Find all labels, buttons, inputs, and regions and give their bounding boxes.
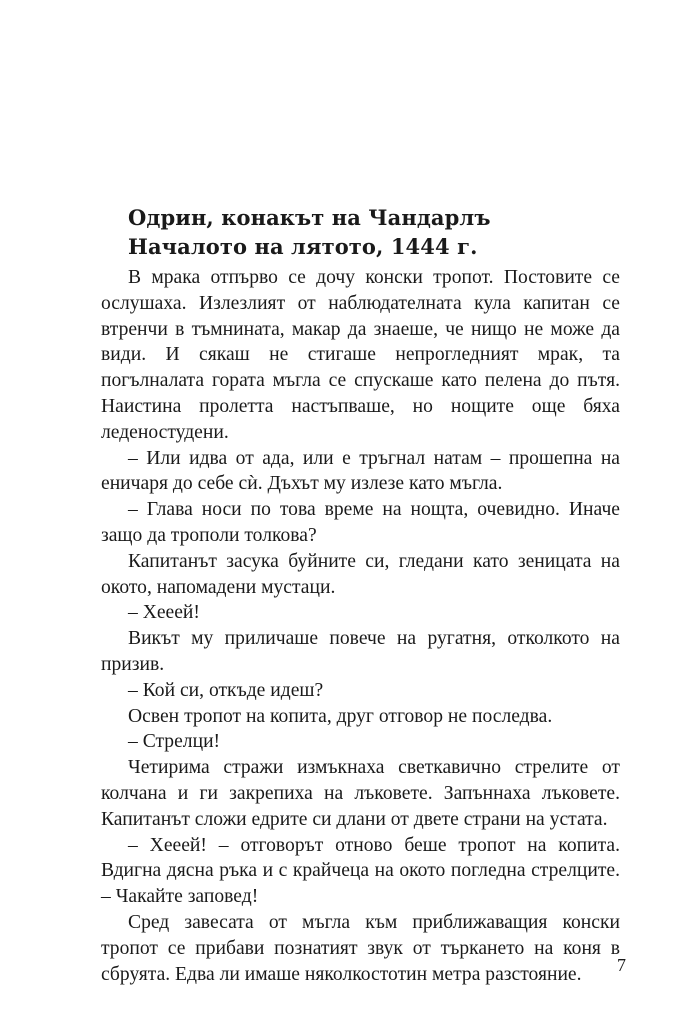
page-number: 7	[617, 955, 626, 975]
paragraph: – Хееей!	[128, 602, 200, 624]
heading-location: Одрин, конакът на Чандарлъ	[128, 205, 491, 230]
paragraph: Викът му приличаше повече на ругатня, отколкото на призив.	[101, 628, 620, 675]
paragraph: Сред завесата от мъгла към приближаващия конски тропот се прибави познатият звук от търкането на коня в сбруята. Едва ли имаше няколкостотин метра разстояние.	[101, 911, 620, 985]
paragraph: Освен тропот на копита, друг отговор не последва.	[128, 705, 553, 727]
paragraph: – Кой си, откъде идеш?	[128, 679, 324, 701]
heading-time: Началото на лятото, 1444 г.	[128, 234, 478, 259]
paragraph: – Глава носи по това време на нощта, очевидно. Иначе защо да трополи толкова?	[101, 499, 620, 546]
chapter-heading	[128, 203, 628, 261]
paragraph: Четирима стражи измъкнаха светкавично стрелите от колчана и ги закрепиха на лъковете. Запъннаха лъковете. Капитанът сложи едрите си длани от двете страни на устата.	[101, 757, 620, 830]
body-text	[101, 265, 620, 987]
paragraph: – Или идва от ада, или е тръгнал натам – прошепна на еничаря до себе сѝ. Дъхът му излезе като мъгла.	[101, 447, 620, 495]
paragraph: – Стрелци!	[128, 731, 221, 753]
paragraph: Капитанът засука буйните си, гледани като зеницата на окото, напомадени мустаци.	[101, 550, 620, 598]
paragraph: – Хееей! – отговорът отново беше тропот на копита. Вдигна дясна ръка и с крайчеца на окото погледна стрелците. – Чакайте заповед!	[101, 834, 620, 908]
paragraph: В мрака отпърво се дочу конски тропот. Постовите се ослушаха. Излезлият от наблюдателната кула капитан се втренчи в тъмнината, макар да знаеше, че нищо не може да види. И сякаш не стигаше непрогледният мрак, та погълналата гората мъгла се спускаше като пелена до пътя. Наистина пролетта настъпваше, но нощите още бяха леденостудени.	[101, 267, 620, 443]
